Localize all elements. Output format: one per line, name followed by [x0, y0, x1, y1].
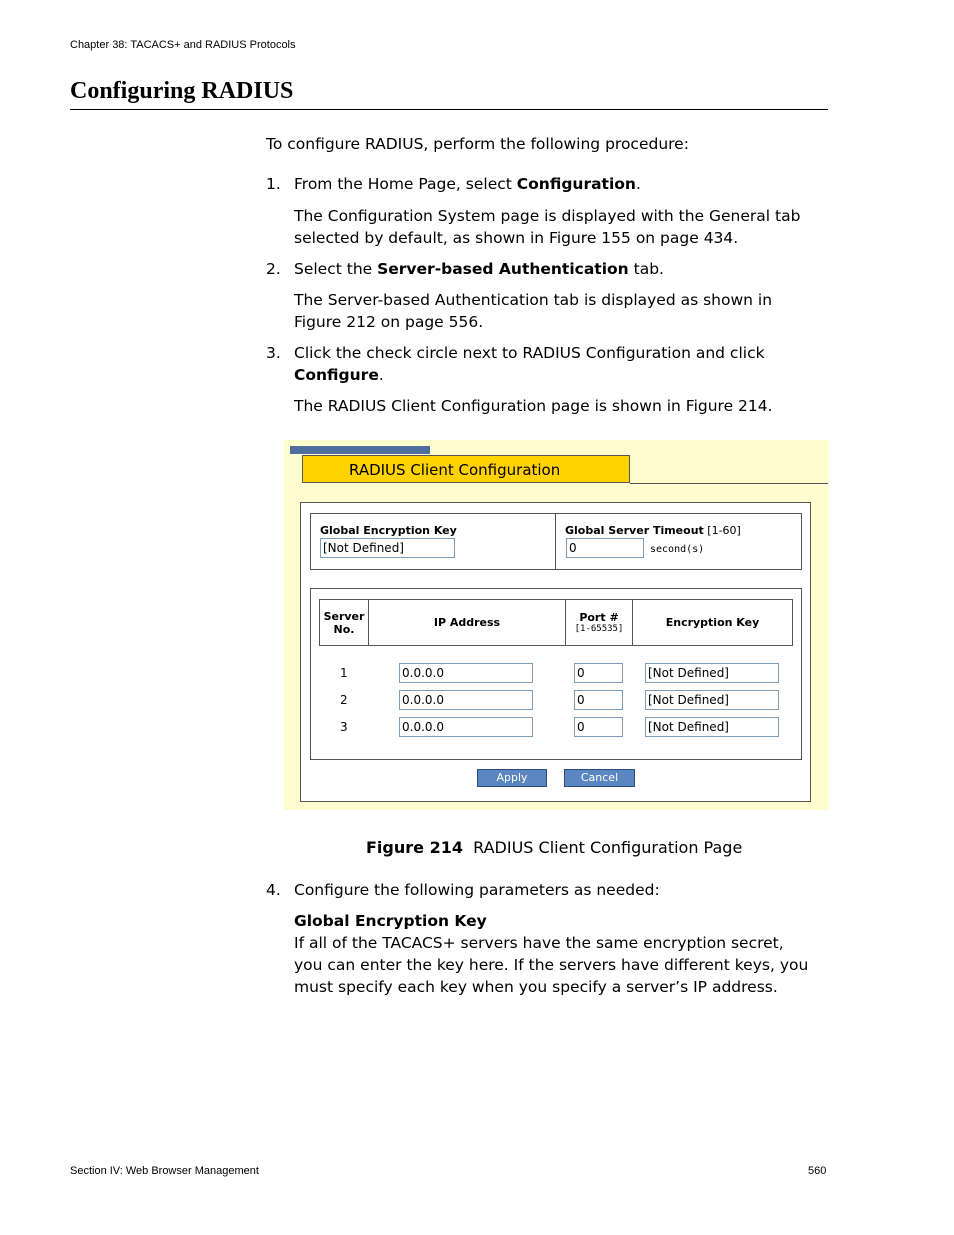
- port-input[interactable]: 0: [574, 690, 623, 710]
- step-number: 2.: [266, 260, 281, 278]
- encryption-key-input[interactable]: [Not Defined]: [645, 717, 779, 737]
- tab-radius-client-configuration[interactable]: RADIUS Client Configuration: [302, 455, 630, 483]
- tab-underline: [630, 483, 828, 484]
- encryption-key-input[interactable]: [Not Defined]: [645, 690, 779, 710]
- row-number: 2: [340, 693, 348, 707]
- step-text: From the Home Page, select Configuration.: [294, 175, 641, 193]
- row-number: 3: [340, 720, 348, 734]
- step-note: The Server-based Authentication tab is displayed as shown in Figure 212 on page 556.: [294, 291, 773, 331]
- port-range-label: [1-65535]: [574, 624, 624, 634]
- global-key-input[interactable]: [Not Defined]: [320, 538, 455, 558]
- intro-text: To configure RADIUS, perform the following procedure:: [266, 135, 689, 153]
- timeout-input[interactable]: 0: [566, 538, 644, 558]
- column-header-server-no: Server No.: [319, 599, 369, 646]
- param-heading: Global Encryption Key: [294, 912, 487, 930]
- page-number: 560: [808, 1165, 827, 1177]
- step-note: The Configuration System page is displayed with the General tab selected by default, as shown in Figure 155 on page 434.: [294, 207, 801, 247]
- running-header: Chapter 38: TACACS+ and RADIUS Protocols: [70, 39, 296, 51]
- ip-address-input[interactable]: 0.0.0.0: [399, 690, 533, 710]
- column-header-port: [565, 599, 633, 646]
- step-number: 3.: [266, 344, 281, 362]
- row-number: 1: [340, 666, 348, 680]
- apply-button[interactable]: Apply: [477, 769, 547, 787]
- port-header-label: Port #: [579, 611, 619, 624]
- global-key-label: Global Encryption Key: [320, 524, 457, 537]
- cancel-button[interactable]: Cancel: [564, 769, 635, 787]
- step-text: Configure the following parameters as needed:: [294, 881, 660, 899]
- ip-address-input[interactable]: 0.0.0.0: [399, 717, 533, 737]
- step-number: 1.: [266, 175, 281, 193]
- step-number: 4.: [266, 881, 281, 899]
- step-text: Click the check circle next to RADIUS Configuration and click Configure.: [294, 344, 765, 384]
- timeout-unit: second(s): [650, 544, 705, 555]
- tab-bar: [290, 446, 430, 454]
- section-title: Configuring RADIUS: [70, 78, 294, 104]
- port-input[interactable]: 0: [574, 663, 623, 683]
- global-settings-divider: [555, 513, 556, 570]
- param-description: If all of the TACACS+ servers have the same encryption secret, you can enter the key here. If the servers have different keys, you must specify each key when you specify a server’s IP address.: [294, 934, 809, 996]
- title-rule: [70, 109, 828, 110]
- figure-caption: Figure 214 RADIUS Client Configuration Page: [366, 838, 743, 857]
- column-header-encryption-key: Encryption Key: [632, 599, 793, 646]
- footer-section: Section IV: Web Browser Management: [70, 1165, 259, 1177]
- port-input[interactable]: 0: [574, 717, 623, 737]
- step-note: The RADIUS Client Configuration page is shown in Figure 214.: [294, 397, 773, 415]
- timeout-label: Global Server Timeout [1-60]: [565, 524, 741, 537]
- encryption-key-input[interactable]: [Not Defined]: [645, 663, 779, 683]
- ip-address-input[interactable]: 0.0.0.0: [399, 663, 533, 683]
- step-text: Select the Server-based Authentication tab.: [294, 260, 664, 278]
- column-header-ip: IP Address: [368, 599, 566, 646]
